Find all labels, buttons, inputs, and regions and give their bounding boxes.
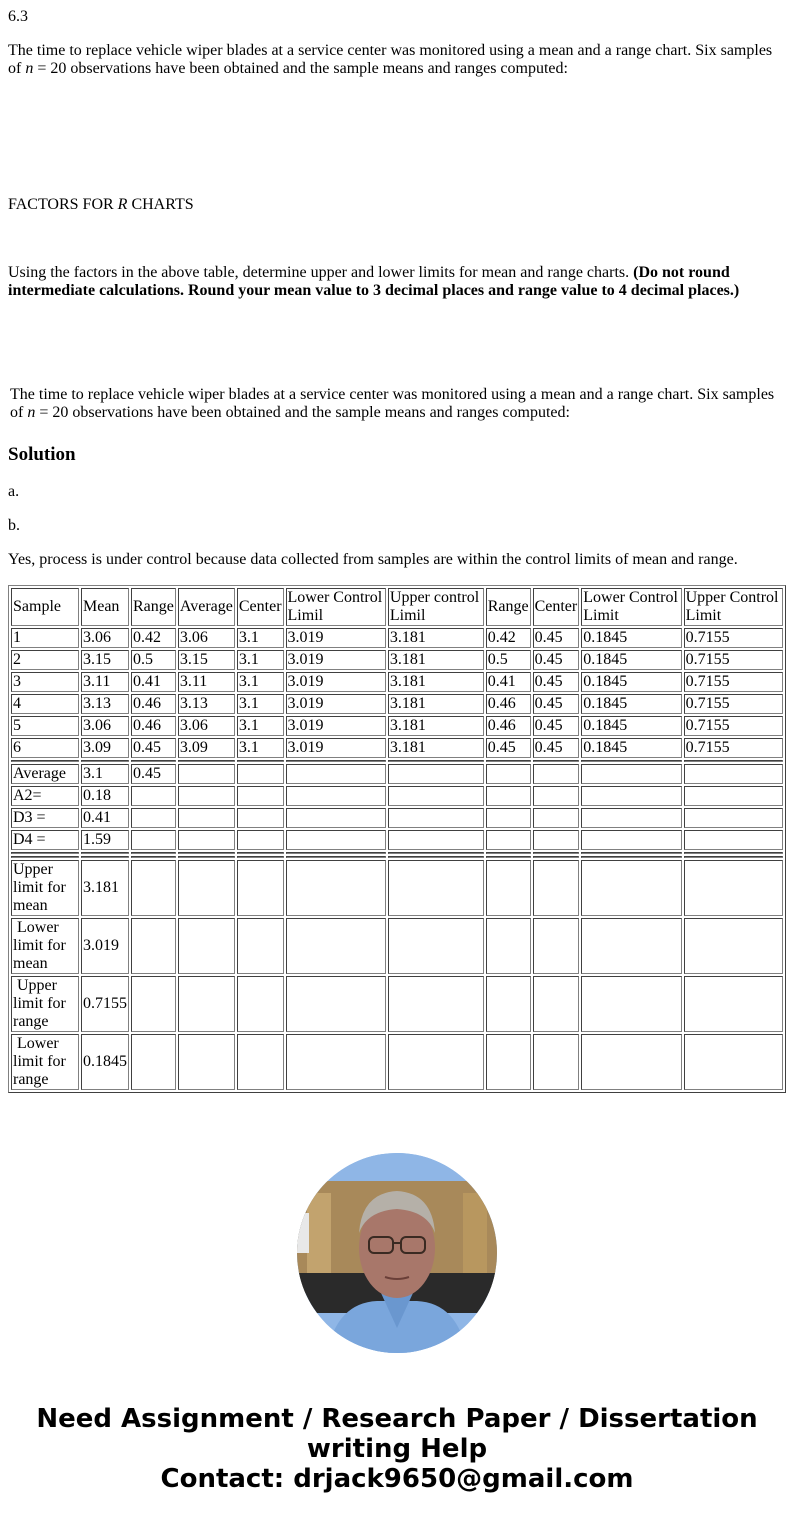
cell bbox=[178, 918, 235, 974]
cell bbox=[81, 760, 129, 762]
cell: 3.019 bbox=[286, 650, 386, 670]
cell: 3.181 bbox=[388, 628, 484, 648]
cell: 3.181 bbox=[388, 738, 484, 758]
header-cell: Average bbox=[178, 588, 235, 626]
table-header-row bbox=[11, 588, 783, 626]
cell: 0.7155 bbox=[684, 716, 783, 736]
cell: 3.019 bbox=[286, 672, 386, 692]
cell bbox=[533, 1034, 580, 1090]
cell bbox=[486, 760, 531, 762]
cell: D4 = bbox=[11, 830, 79, 850]
header-cell: Mean bbox=[81, 588, 129, 626]
problem-number: 6.3 bbox=[8, 8, 28, 25]
cell: 0.1845 bbox=[581, 650, 681, 670]
cell bbox=[486, 852, 531, 854]
cell bbox=[486, 808, 531, 828]
cell bbox=[131, 830, 176, 850]
statement-text-2: = 20 observations have been obtained and the sample means and ranges computed: bbox=[35, 404, 570, 421]
cell: 0.1845 bbox=[581, 716, 681, 736]
cell: 0.42 bbox=[131, 628, 176, 648]
cell: 3.06 bbox=[178, 628, 235, 648]
cell bbox=[286, 976, 386, 1032]
table-row bbox=[11, 694, 783, 714]
cell bbox=[178, 760, 235, 762]
limit-row-lower-mean bbox=[11, 918, 783, 974]
cell: 3.11 bbox=[178, 672, 235, 692]
table-separator-row bbox=[11, 852, 783, 854]
cell: 3 bbox=[11, 672, 79, 692]
cell: 0.1845 bbox=[581, 738, 681, 758]
cell bbox=[581, 786, 681, 806]
cell bbox=[131, 976, 176, 1032]
cell: 0.45 bbox=[131, 764, 176, 784]
cell: 3.019 bbox=[286, 738, 386, 758]
statement-text-2: = 20 observations have been obtained and the sample means and ranges computed: bbox=[33, 60, 568, 77]
cell: 2 bbox=[11, 650, 79, 670]
factors-text: FACTORS FOR bbox=[8, 196, 118, 213]
cell: 6 bbox=[11, 738, 79, 758]
cell bbox=[237, 830, 284, 850]
cell bbox=[286, 760, 386, 762]
cell: 5 bbox=[11, 716, 79, 736]
cell bbox=[581, 860, 681, 916]
cell bbox=[486, 860, 531, 916]
cell bbox=[286, 852, 386, 854]
summary-row-average bbox=[11, 764, 783, 784]
instruction-bold: (Do not round intermediate calculations. Round your mean value to 3 decimal places and range value to 4 decimal places.) bbox=[8, 264, 740, 299]
problem-statement bbox=[8, 42, 786, 78]
part-a-label: a. bbox=[8, 483, 20, 500]
cell: 0.5 bbox=[131, 650, 176, 670]
statement-n: n bbox=[25, 60, 34, 77]
promo-line-2: writing Help bbox=[306, 1434, 488, 1464]
cell: 3.1 bbox=[237, 628, 284, 648]
header-cell: Upper control Limil bbox=[388, 588, 484, 626]
cell: 0.45 bbox=[533, 628, 580, 648]
cell: 3.181 bbox=[388, 716, 484, 736]
cell: 0.45 bbox=[533, 738, 580, 758]
cell bbox=[286, 830, 386, 850]
cell bbox=[533, 764, 580, 784]
cell bbox=[286, 856, 386, 858]
table-row bbox=[11, 628, 783, 648]
cell bbox=[684, 786, 783, 806]
cell: 3.15 bbox=[178, 650, 235, 670]
cell: 3.181 bbox=[388, 672, 484, 692]
cell: 0.7155 bbox=[684, 694, 783, 714]
cell bbox=[286, 764, 386, 784]
cell bbox=[581, 830, 681, 850]
header-cell: Sample bbox=[11, 588, 79, 626]
cell bbox=[486, 764, 531, 784]
cell bbox=[237, 976, 284, 1032]
cell bbox=[581, 760, 681, 762]
summary-row-d4 bbox=[11, 830, 783, 850]
cell bbox=[11, 1034, 79, 1090]
table-row bbox=[11, 738, 783, 758]
cell bbox=[684, 860, 783, 916]
cell bbox=[131, 856, 176, 858]
cell bbox=[684, 852, 783, 854]
cell bbox=[684, 830, 783, 850]
problem-statement-repeat bbox=[10, 386, 786, 422]
cell bbox=[286, 786, 386, 806]
cell bbox=[131, 918, 176, 974]
cell bbox=[286, 918, 386, 974]
factors-text-2: CHARTS bbox=[127, 196, 194, 213]
cell bbox=[237, 1034, 284, 1090]
cell bbox=[131, 860, 176, 916]
cell bbox=[486, 786, 531, 806]
cell: 3.019 bbox=[286, 628, 386, 648]
cell: 0.7155 bbox=[684, 738, 783, 758]
cell bbox=[131, 786, 176, 806]
header-cell: Range bbox=[131, 588, 176, 626]
cell: D3 = bbox=[11, 808, 79, 828]
cell bbox=[11, 760, 79, 762]
cell-text: Upper limit for range bbox=[13, 977, 66, 1030]
cell bbox=[286, 860, 386, 916]
cell bbox=[178, 976, 235, 1032]
cell bbox=[11, 976, 79, 1032]
cell: 0.1845 bbox=[581, 628, 681, 648]
cell: 3.1 bbox=[81, 764, 129, 784]
cell bbox=[178, 1034, 235, 1090]
cell bbox=[684, 976, 783, 1032]
cell: 3.06 bbox=[81, 628, 129, 648]
cell: 3.1 bbox=[237, 672, 284, 692]
cell bbox=[286, 808, 386, 828]
cell: 3.15 bbox=[81, 650, 129, 670]
statement-text: The time to replace vehicle wiper blades at a service center was monitored using a mean and a range chart. Six samples of bbox=[8, 42, 773, 77]
cell bbox=[581, 918, 681, 974]
cell bbox=[486, 976, 531, 1032]
cell bbox=[237, 808, 284, 828]
cell: 3.13 bbox=[178, 694, 235, 714]
cell: 0.42 bbox=[486, 628, 531, 648]
promo-footer bbox=[0, 1404, 794, 1494]
cell bbox=[388, 764, 484, 784]
cell: 0.1845 bbox=[581, 694, 681, 714]
cell-text: Lower limit for mean bbox=[13, 919, 66, 972]
cell bbox=[684, 760, 783, 762]
cell: 0.7155 bbox=[684, 672, 783, 692]
cell bbox=[131, 852, 176, 854]
cell: 0.45 bbox=[486, 738, 531, 758]
cell bbox=[178, 860, 235, 916]
table-separator-row bbox=[11, 760, 783, 762]
cell: 3.13 bbox=[81, 694, 129, 714]
header-cell: Center bbox=[533, 588, 580, 626]
cell: 0.7155 bbox=[684, 650, 783, 670]
cell: 4 bbox=[11, 694, 79, 714]
promo-line-1: Need Assignment / Research Paper / Dissertation bbox=[36, 1404, 758, 1434]
cell: Upper limit for mean bbox=[11, 860, 79, 916]
cell bbox=[11, 856, 79, 858]
cell bbox=[237, 852, 284, 854]
cell bbox=[486, 918, 531, 974]
cell bbox=[131, 1034, 176, 1090]
summary-row-a2 bbox=[11, 786, 783, 806]
promo-contact: Contact: drjack9650@gmail.com bbox=[160, 1464, 634, 1494]
cell: 3.1 bbox=[237, 694, 284, 714]
cell bbox=[684, 764, 783, 784]
cell: 3.06 bbox=[81, 716, 129, 736]
cell bbox=[388, 918, 484, 974]
statement-n: n bbox=[27, 404, 36, 421]
table-row bbox=[11, 650, 783, 670]
cell: 0.1845 bbox=[81, 1034, 129, 1090]
cell bbox=[533, 860, 580, 916]
cell bbox=[178, 830, 235, 850]
portrait-icon bbox=[297, 1153, 497, 1353]
table-row bbox=[11, 716, 783, 736]
header-cell: Upper Control Limit bbox=[684, 588, 783, 626]
cell: 0.46 bbox=[131, 716, 176, 736]
cell bbox=[237, 856, 284, 858]
cell bbox=[11, 918, 79, 974]
cell bbox=[11, 852, 79, 854]
cell: 0.41 bbox=[81, 808, 129, 828]
cell bbox=[533, 808, 580, 828]
instruction bbox=[8, 264, 786, 300]
cell bbox=[581, 976, 681, 1032]
statement-text: The time to replace vehicle wiper blades at a service center was monitored using a mean and a range chart. Six samples of bbox=[10, 386, 775, 421]
cell bbox=[581, 1034, 681, 1090]
cell: 0.1845 bbox=[581, 672, 681, 692]
cell: 3.181 bbox=[81, 860, 129, 916]
cell: 0.7155 bbox=[684, 628, 783, 648]
cell bbox=[178, 808, 235, 828]
cell: 3.1 bbox=[237, 738, 284, 758]
cell bbox=[486, 830, 531, 850]
limit-row-upper-mean bbox=[11, 860, 783, 916]
cell bbox=[533, 786, 580, 806]
header-cell: Lower Control Limil bbox=[286, 588, 386, 626]
cell: 1.59 bbox=[81, 830, 129, 850]
cell bbox=[533, 852, 580, 854]
cell: 0.46 bbox=[486, 694, 531, 714]
cell bbox=[388, 786, 484, 806]
cell bbox=[581, 764, 681, 784]
cell bbox=[486, 1034, 531, 1090]
cell: 3.019 bbox=[286, 694, 386, 714]
cell bbox=[81, 852, 129, 854]
limit-row-upper-range bbox=[11, 976, 783, 1032]
cell: Average bbox=[11, 764, 79, 784]
factors-r: R bbox=[117, 196, 128, 213]
header-cell: Center bbox=[237, 588, 284, 626]
cell bbox=[286, 1034, 386, 1090]
cell bbox=[178, 856, 235, 858]
cell: 0.7155 bbox=[81, 976, 129, 1032]
cell bbox=[237, 918, 284, 974]
cell: 0.5 bbox=[486, 650, 531, 670]
cell bbox=[388, 1034, 484, 1090]
cell bbox=[581, 856, 681, 858]
cell bbox=[533, 830, 580, 850]
cell: 3.019 bbox=[81, 918, 129, 974]
cell: 0.45 bbox=[533, 650, 580, 670]
cell bbox=[581, 852, 681, 854]
cell bbox=[388, 976, 484, 1032]
cell bbox=[131, 808, 176, 828]
cell: 1 bbox=[11, 628, 79, 648]
cell bbox=[533, 856, 580, 858]
cell bbox=[533, 760, 580, 762]
cell: 3.09 bbox=[81, 738, 129, 758]
cell: 3.181 bbox=[388, 650, 484, 670]
cell bbox=[533, 976, 580, 1032]
part-b-label: b. bbox=[8, 517, 20, 534]
solution-heading: Solution bbox=[8, 444, 76, 465]
cell bbox=[388, 760, 484, 762]
cell: 0.46 bbox=[486, 716, 531, 736]
cell bbox=[178, 852, 235, 854]
cell bbox=[237, 760, 284, 762]
control-chart-table bbox=[8, 585, 786, 1093]
header-cell: Range bbox=[486, 588, 531, 626]
cell bbox=[581, 808, 681, 828]
cell bbox=[131, 760, 176, 762]
cell: 0.45 bbox=[131, 738, 176, 758]
cell: 0.41 bbox=[486, 672, 531, 692]
header-cell: Lower Control Limit bbox=[581, 588, 681, 626]
cell: 3.11 bbox=[81, 672, 129, 692]
cell bbox=[237, 860, 284, 916]
cell bbox=[237, 764, 284, 784]
cell: 3.1 bbox=[237, 716, 284, 736]
conclusion: Yes, process is under control because data collected from samples are within the control limits of mean and range. bbox=[8, 551, 738, 568]
cell bbox=[388, 830, 484, 850]
cell bbox=[388, 808, 484, 828]
cell: 0.41 bbox=[131, 672, 176, 692]
cell bbox=[388, 860, 484, 916]
cell: 3.06 bbox=[178, 716, 235, 736]
table-row bbox=[11, 672, 783, 692]
cell bbox=[684, 1034, 783, 1090]
cell bbox=[533, 918, 580, 974]
cell bbox=[237, 786, 284, 806]
cell: A2= bbox=[11, 786, 79, 806]
cell: 3.09 bbox=[178, 738, 235, 758]
cell: 0.46 bbox=[131, 694, 176, 714]
cell bbox=[178, 786, 235, 806]
cell bbox=[684, 918, 783, 974]
cell: 0.45 bbox=[533, 672, 580, 692]
cell bbox=[684, 808, 783, 828]
cell: 3.181 bbox=[388, 694, 484, 714]
author-avatar bbox=[297, 1153, 497, 1353]
table-separator-row bbox=[11, 856, 783, 858]
cell bbox=[81, 856, 129, 858]
summary-row-d3 bbox=[11, 808, 783, 828]
cell-text: Lower limit for range bbox=[13, 1035, 66, 1088]
cell bbox=[388, 856, 484, 858]
cell bbox=[178, 764, 235, 784]
cell bbox=[388, 852, 484, 854]
limit-row-lower-range bbox=[11, 1034, 783, 1090]
cell: 0.45 bbox=[533, 694, 580, 714]
cell: 3.019 bbox=[286, 716, 386, 736]
instruction-text: Using the factors in the above table, determine upper and lower limits for mean and range charts. bbox=[8, 264, 634, 281]
cell: 0.45 bbox=[533, 716, 580, 736]
cell: 3.1 bbox=[237, 650, 284, 670]
cell bbox=[684, 856, 783, 858]
cell: 0.18 bbox=[81, 786, 129, 806]
cell bbox=[486, 856, 531, 858]
factors-heading bbox=[8, 196, 786, 214]
